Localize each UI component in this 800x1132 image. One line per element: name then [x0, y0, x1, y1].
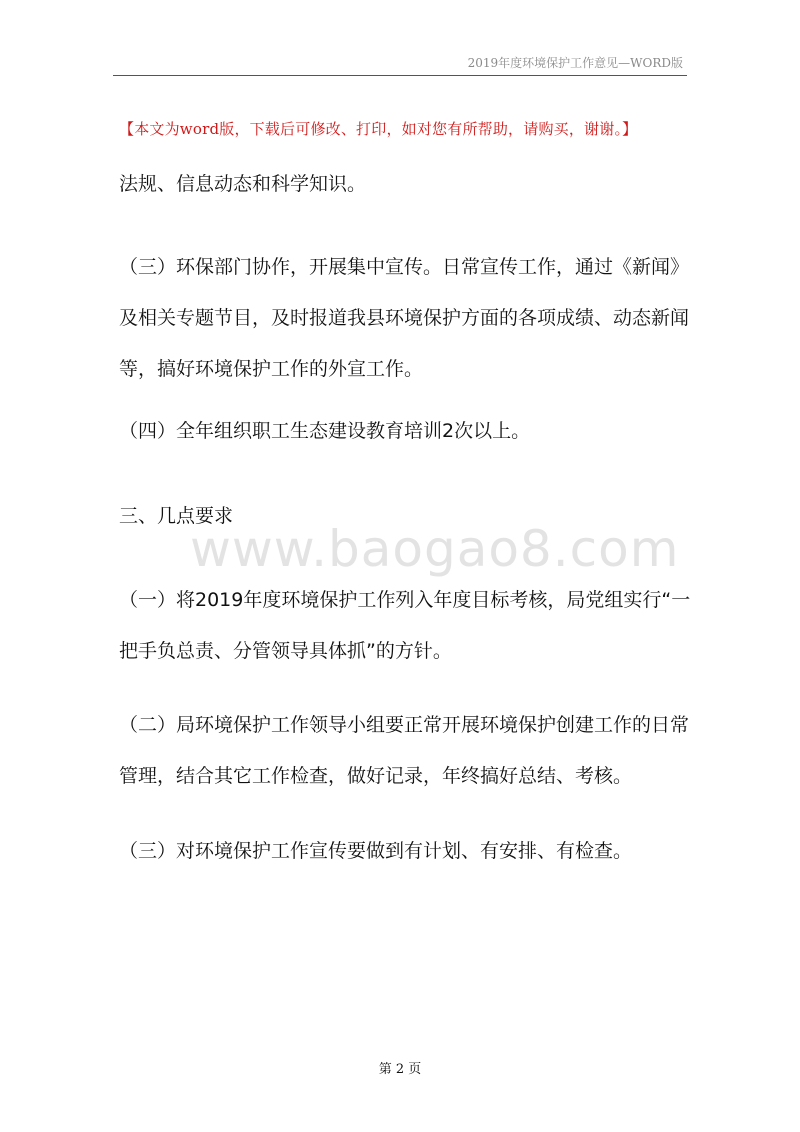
paragraph-2 — [119, 242, 693, 395]
paragraph-line: （一）将2019年度环境保护工作列入年度目标考核，局党组实行“一 — [119, 589, 691, 611]
paragraph-line: （三）对环境保护工作宣传要做到有计划、有安排、有检查。 — [119, 840, 633, 862]
paragraph-line: （二）局环境保护工作领导小组要正常开展环境保护创建工作的日常 — [119, 714, 690, 736]
paragraph-line: 等，搞好环境保护工作的外宣工作。 — [119, 358, 424, 380]
paragraph-line: 及相关专题节目，及时报道我县环境保护方面的各项成绩、动态新闻 — [119, 307, 690, 329]
page-header-title: 2019年度环境保护工作意见—WORD版 — [467, 56, 683, 70]
paragraph-line: 法规、信息动态和科学知识。 — [119, 173, 367, 195]
header-divider — [113, 75, 687, 76]
paragraph-line: （三）环保部门协作，开展集中宣传。日常宣传工作，通过《新闻》 — [119, 256, 690, 278]
paragraph-line: （四）全年组织职工生态建设教育培训2次以上。 — [119, 420, 531, 442]
watermark: www.baogao8.com — [190, 520, 680, 578]
paragraph-1 — [119, 159, 693, 210]
paragraph-7 — [119, 826, 693, 877]
paragraph-6 — [119, 700, 693, 802]
page-number: 第 2 页 — [378, 1062, 422, 1077]
section-heading-text: 三、几点要求 — [119, 505, 234, 527]
paragraph-line: 管理，结合其它工作检查，做好记录，年终搞好总结、考核。 — [119, 765, 633, 787]
paragraph-3 — [119, 406, 693, 457]
paragraph-5 — [119, 575, 693, 677]
paragraph-line: 把手负总责、分管领导具体抓”的方针。 — [119, 640, 452, 662]
red-notice: 【本文为word版，下载后可修改、打印，如对您有所帮助，请购买，谢谢。】 — [119, 120, 638, 138]
